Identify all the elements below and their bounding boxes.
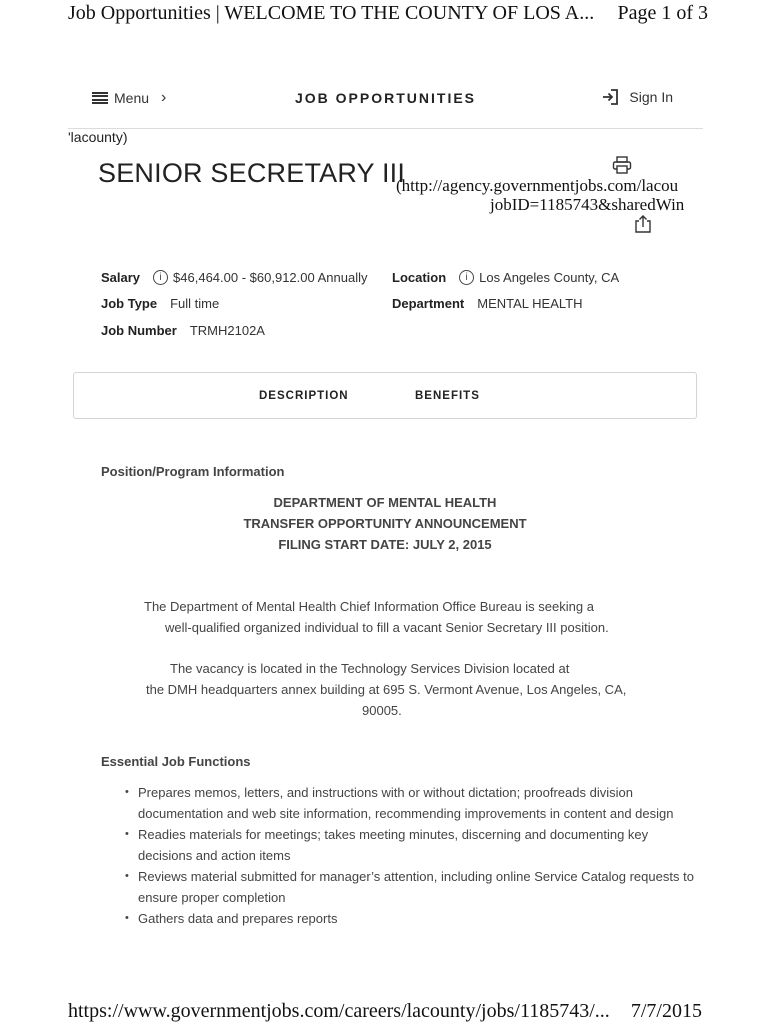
sign-in-icon xyxy=(601,88,619,106)
print-footer-date: 7/7/2015 xyxy=(630,1000,702,1022)
tab-description[interactable]: DESCRIPTION xyxy=(259,390,349,402)
list-item: • Gathers data and prepares reports xyxy=(101,908,701,929)
department-row xyxy=(392,296,582,311)
salary-value: $46,464.00 - $60,912.00 Annually xyxy=(173,270,368,285)
essential-functions-list xyxy=(101,782,701,929)
paragraph-line: 90005. xyxy=(362,703,402,718)
paragraph-line: The Department of Mental Health Chief Information Office Bureau is seeking a xyxy=(144,599,594,614)
salary-row xyxy=(101,270,368,285)
info-icon[interactable]: i xyxy=(153,270,168,285)
paragraph-line: well-qualified organized individual to fill a vacant Senior Secretary III position. xyxy=(165,620,609,635)
location-row xyxy=(392,270,619,285)
job-type-row xyxy=(101,296,219,311)
top-nav xyxy=(68,84,703,129)
job-number-value: TRMH2102A xyxy=(189,323,265,338)
share-icon[interactable] xyxy=(634,214,652,234)
info-icon[interactable]: i xyxy=(459,270,474,285)
breadcrumb: 'lacounty) xyxy=(68,129,128,145)
department-label: Department xyxy=(392,296,465,311)
job-type-value: Full time xyxy=(170,296,220,311)
job-title: SENIOR SECRETARY III xyxy=(98,158,406,188)
print-footer-url: https://www.governmentjobs.com/careers/lacounty/jobs/1185743/... xyxy=(68,1000,610,1022)
location-value: Los Angeles County, CA xyxy=(479,270,620,285)
job-number-row xyxy=(101,323,265,338)
announce-line-3: FILING START DATE: JULY 2, 2015 xyxy=(278,537,492,552)
print-header-title: Job Opportunities | WELCOME TO THE COUNTY OF LOS A... xyxy=(68,2,595,24)
print-header-page: Page 1 of 3 xyxy=(617,2,708,24)
essential-heading: Essential Job Functions xyxy=(101,754,251,769)
job-url[interactable] xyxy=(396,176,698,214)
print-footer xyxy=(68,1000,702,1023)
list-item: • Readies materials for meetings; takes meeting minutes, discerning and documenting key decisions and action items xyxy=(101,824,701,866)
list-item: • Prepares memos, letters, and instructions with or without dictation; proofreads division documentation and web site information, recommending improvements in content and design xyxy=(101,782,701,824)
position-heading: Position/Program Information xyxy=(101,464,285,479)
tab-bar xyxy=(73,372,697,419)
list-item: • Reviews material submitted for manager’s attention, including online Service Catalog requests to ensure proper completion xyxy=(101,866,701,908)
nav-title: JOB OPPORTUNITIES xyxy=(294,90,477,106)
sign-in-label: Sign In xyxy=(629,89,673,105)
department-value: MENTAL HEALTH xyxy=(477,296,583,311)
menu-label: Menu xyxy=(114,90,150,106)
job-url-line-1: (http://agency.governmentjobs.com/lacou xyxy=(396,176,679,195)
salary-label: Salary xyxy=(101,270,141,285)
announce-line-1: DEPARTMENT OF MENTAL HEALTH xyxy=(273,495,497,510)
paragraph-line: The vacancy is located in the Technology Services Division located at xyxy=(170,661,570,676)
tab-benefits[interactable]: BENEFITS xyxy=(415,390,480,402)
announce-line-2: TRANSFER OPPORTUNITY ANNOUNCEMENT xyxy=(243,516,527,531)
chevron-right-icon: › xyxy=(161,89,167,106)
paragraph-line: the DMH headquarters annex building at 695 S. Vermont Avenue, Los Angeles, CA, xyxy=(146,682,627,697)
print-icon[interactable] xyxy=(612,156,632,174)
sign-in-button[interactable] xyxy=(601,88,673,106)
location-label: Location xyxy=(392,270,447,285)
job-url-line-2: jobID=1185743&sharedWin xyxy=(490,195,685,214)
job-number-label: Job Number xyxy=(101,323,177,338)
job-type-label: Job Type xyxy=(101,296,158,311)
